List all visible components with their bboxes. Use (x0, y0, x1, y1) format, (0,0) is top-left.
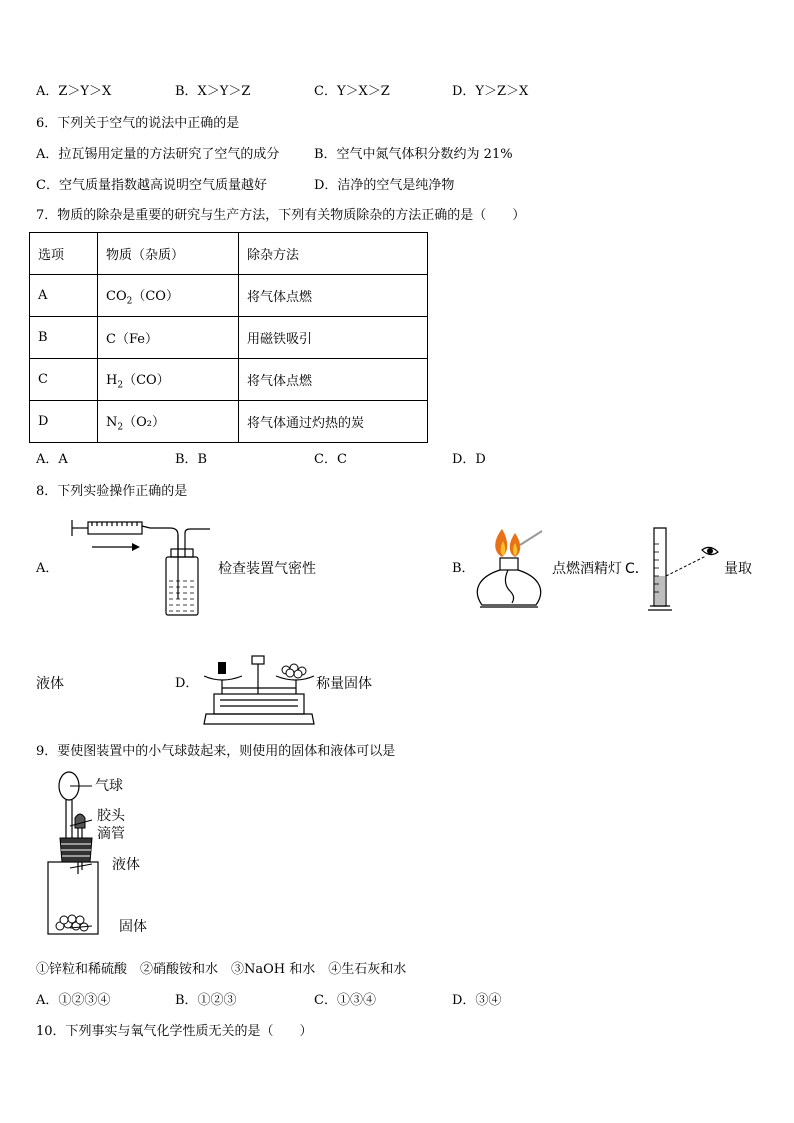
q8-label-a: A． (36, 561, 59, 576)
q9-label-solid: 固体 (119, 919, 147, 935)
row-method: 将气体点燃 (239, 275, 428, 317)
q5-option-a: A．Z＞Y＞X (36, 84, 112, 99)
q9-option-d: D．③④ (452, 993, 502, 1008)
row-substance: $H_2(CO)$ (98, 359, 239, 401)
q7-option-b: B．B (175, 452, 208, 467)
q8-label-c: C． (625, 561, 649, 577)
q9-option-a: A．①②③④ (36, 993, 111, 1008)
q8-label-d: D． (175, 676, 199, 691)
table-row (30, 359, 428, 401)
table-row (30, 275, 428, 317)
syringe-airtightness-illustration (70, 517, 215, 619)
q7-option-c: C．C (314, 452, 347, 467)
q8-label-b: B． (452, 561, 475, 576)
q9-label-balloon: 气球 (95, 778, 123, 794)
table-row (30, 317, 428, 359)
header-substance: 物质（杂质） (98, 233, 239, 275)
row-method: 将气体点燃 (239, 359, 428, 401)
q9-label-liquid: 液体 (112, 857, 140, 873)
table-header-row (30, 233, 428, 275)
q5-option-b: B．X＞Y＞Z (175, 84, 251, 99)
row-option: A (30, 275, 98, 317)
q8-stem: 8．下列实验操作正确的是 (36, 484, 188, 499)
q6-option-d: D．洁净的空气是纯净物 (314, 178, 455, 193)
q8-caption-b: 点燃酒精灯 (552, 561, 622, 577)
q9-label-dropper-1: 胶头 (97, 808, 125, 824)
table-row (30, 401, 428, 443)
balance-scale-illustration (200, 652, 318, 730)
q9-option-c: C．①③④ (314, 993, 376, 1008)
q9-label-dropper-2: 滴管 (97, 826, 125, 842)
q9-combos: ①锌粒和稀硫酸 ②硝酸铵和水 ③NaOH 和水 ④生石灰和水 (36, 962, 407, 977)
q8-caption-c-1: 量取 (724, 561, 752, 577)
q7-option-a: A．A (36, 452, 68, 467)
q9-option-b: B．①②③ (175, 993, 237, 1008)
alcohol-lamp-illustration (470, 525, 548, 613)
q7-stem: 7．物质的除杂是重要的研究与生产方法，下列有关物质除杂的方法正确的是（ ） (36, 208, 526, 223)
q9-label-leader-lines (70, 780, 120, 930)
q6-option-a: A．拉瓦锡用定量的方法研究了空气的成分 (36, 147, 280, 162)
q9-stem: 9．要使图装置中的小气球鼓起来，则使用的固体和液体可以是 (36, 744, 396, 759)
q6-option-b: B．空气中氮气体积分数约为 21% (314, 147, 513, 162)
graduated-cylinder-illustration (644, 524, 722, 614)
q8-caption-c-2: 液体 (36, 676, 64, 692)
q5-option-d: D．Y＞Z＞X (452, 84, 529, 99)
row-substance: $CO_2(CO)$ (98, 275, 239, 317)
q6-stem: 6．下列关于空气的说法中正确的是 (36, 116, 240, 131)
q6-option-c: C．空气质量指数越高说明空气质量越好 (36, 178, 267, 193)
q8-caption-a: 检查装置气密性 (218, 561, 316, 577)
header-option: 选项 (30, 233, 98, 275)
row-option: B (30, 317, 98, 359)
row-substance: $N_2(O_2)$ (98, 401, 239, 443)
q8-caption-d: 称量固体 (316, 676, 372, 692)
row-substance: C（Fe） (98, 317, 239, 359)
row-option: D (30, 401, 98, 443)
header-method: 除杂方法 (239, 233, 428, 275)
row-method: 将气体通过灼热的炭 (239, 401, 428, 443)
row-option: C (30, 359, 98, 401)
q5-option-c: C．Y＞X＞Z (314, 84, 390, 99)
q7-table (29, 232, 428, 443)
row-method: 用磁铁吸引 (239, 317, 428, 359)
q7-option-d: D．D (452, 452, 486, 467)
q10-stem: 10．下列事实与氧气化学性质无关的是（ ） (36, 1024, 313, 1039)
